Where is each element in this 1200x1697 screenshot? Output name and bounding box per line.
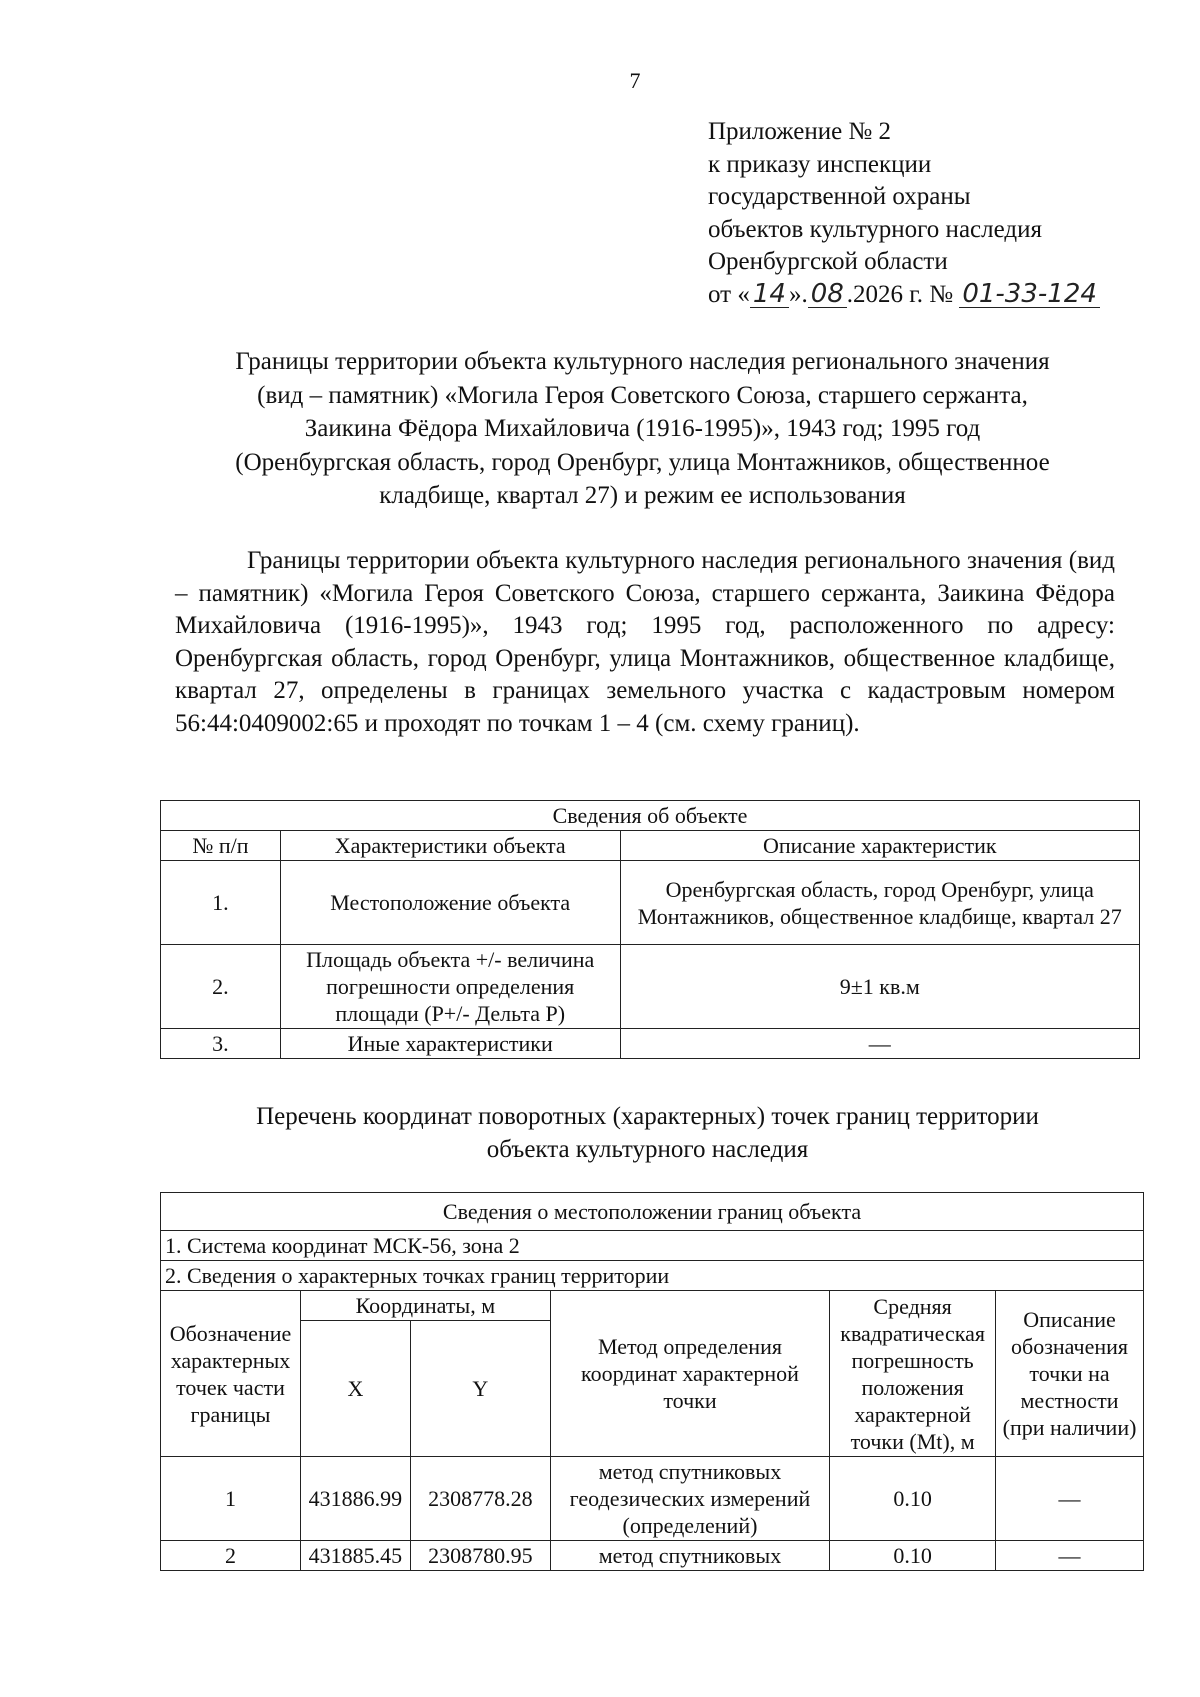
- page-number: 7: [629, 68, 641, 93]
- row-number: 2.: [161, 945, 281, 1029]
- column-header: Характеристики объекта: [280, 831, 620, 861]
- row-number: 3.: [161, 1029, 281, 1059]
- location-description-cell: —: [996, 1541, 1144, 1571]
- object-table-caption: Сведения об объекте: [161, 801, 1140, 831]
- title-line: (вид – памятник) «Могила Героя Советского Союза, старшего сержанта,: [257, 381, 1028, 409]
- date-year: .2026 г. №: [846, 280, 954, 308]
- location-description-header: Описание обозначения точки на местности (при наличии): [996, 1291, 1144, 1457]
- designation-header: Обозначение характерных точек части границы: [161, 1291, 301, 1457]
- list-title-line: Перечень координат поворотных (характерных) точек границ территории: [256, 1103, 1039, 1130]
- appendix-date-line: [708, 279, 1100, 312]
- appendix-block: [708, 116, 1100, 311]
- table-row: [161, 1541, 1144, 1571]
- coordinates-table: [160, 1192, 1144, 1571]
- handwritten-order-number: 01-33-124: [959, 281, 1100, 308]
- title-line: Границы территории объекта культурного наследия регионального значения: [235, 348, 1050, 375]
- table-row: [161, 861, 1140, 945]
- error-header: Средняя квадратическая погрешность положения характерной точки (Mt), м: [830, 1291, 996, 1457]
- table-row: [161, 1029, 1140, 1059]
- appendix-line: к приказу инспекции: [708, 150, 932, 178]
- y-cell: 2308780.95: [410, 1541, 550, 1571]
- description-cell: —: [620, 1029, 1139, 1059]
- coordinate-system-row: 1. Система координат МСК-56, зона 2: [161, 1231, 1144, 1261]
- method-cell: метод спутниковых: [550, 1541, 829, 1571]
- coordinates-list-title: [170, 1100, 1125, 1166]
- x-cell: 431885.45: [300, 1541, 410, 1571]
- error-cell: 0.10: [830, 1457, 996, 1541]
- row-number: 1.: [161, 861, 281, 945]
- method-cell: метод спутниковых геодезических измерений (определений): [550, 1457, 829, 1541]
- title-line: кладбище, квартал 27) и режим ее использования: [379, 482, 906, 509]
- appendix-line: Приложение № 2: [708, 118, 892, 145]
- appendix-line: Оренбургской области: [708, 248, 948, 275]
- point-cell: 1: [161, 1457, 301, 1541]
- characteristic-cell: Площадь объекта +/- величина погрешности определения площади (Р+/- Дельта Р): [280, 945, 620, 1029]
- characteristic-cell: Иные характеристики: [280, 1029, 620, 1059]
- list-title-line: объекта культурного наследия: [486, 1136, 809, 1163]
- column-header: № п/п: [161, 831, 281, 861]
- point-cell: 2: [161, 1541, 301, 1571]
- document-title: [170, 345, 1115, 513]
- column-header: Описание характеристик: [620, 831, 1139, 861]
- date-prefix: от «: [708, 280, 750, 308]
- title-line: (Оренбургская область, город Оренбург, улица Монтажников, общественное: [235, 448, 1050, 476]
- points-caption-row: 2. Сведения о характерных точках границ территории: [161, 1261, 1144, 1291]
- method-header: Метод определения координат характерной точки: [550, 1291, 829, 1457]
- table-row: [161, 945, 1140, 1029]
- location-description-cell: —: [996, 1457, 1144, 1541]
- body-paragraph: Границы территории объекта культурного наследия регионального значения (вид – памятник) «Могила Героя Советского Союза, старшего сержанта, Заикина Фёдора Михайловича (1916-1995)», 1943 год; 1995 год, расположенного по адресу: Оренбургская область, город Оренбург, улица Монтажников, общественное кладбище, квартал 27, определены в границах земельного участка с кадастровым номером 56:44:0409002:65 и проходят по точкам 1 – 4 (см. схему границ).: [175, 547, 1115, 737]
- appendix-line: государственной охраны: [708, 183, 971, 210]
- characteristic-cell: Местоположение объекта: [280, 861, 620, 945]
- error-cell: 0.10: [830, 1541, 996, 1571]
- object-info-table: [160, 800, 1140, 1059]
- date-mid: ».: [788, 280, 808, 308]
- handwritten-day: 14: [750, 281, 789, 308]
- x-cell: 431886.99: [300, 1457, 410, 1541]
- y-cell: 2308778.28: [410, 1457, 550, 1541]
- table-row: [161, 1457, 1144, 1541]
- y-header: Y: [410, 1321, 550, 1457]
- coordinates-header: Координаты, м: [300, 1291, 550, 1321]
- x-header: X: [300, 1321, 410, 1457]
- description-cell: 9±1 кв.м: [620, 945, 1139, 1029]
- appendix-line: объектов культурного наследия: [708, 215, 1042, 243]
- coords-table-caption: Сведения о местоположении границ объекта: [161, 1193, 1144, 1231]
- title-line: Заикина Фёдора Михайловича (1916-1995)», 1943 год; 1995 год: [304, 415, 981, 442]
- handwritten-month: 08: [808, 281, 847, 308]
- description-cell: Оренбургская область, город Оренбург, улица Монтажников, общественное кладбище, квартал 27: [620, 861, 1139, 945]
